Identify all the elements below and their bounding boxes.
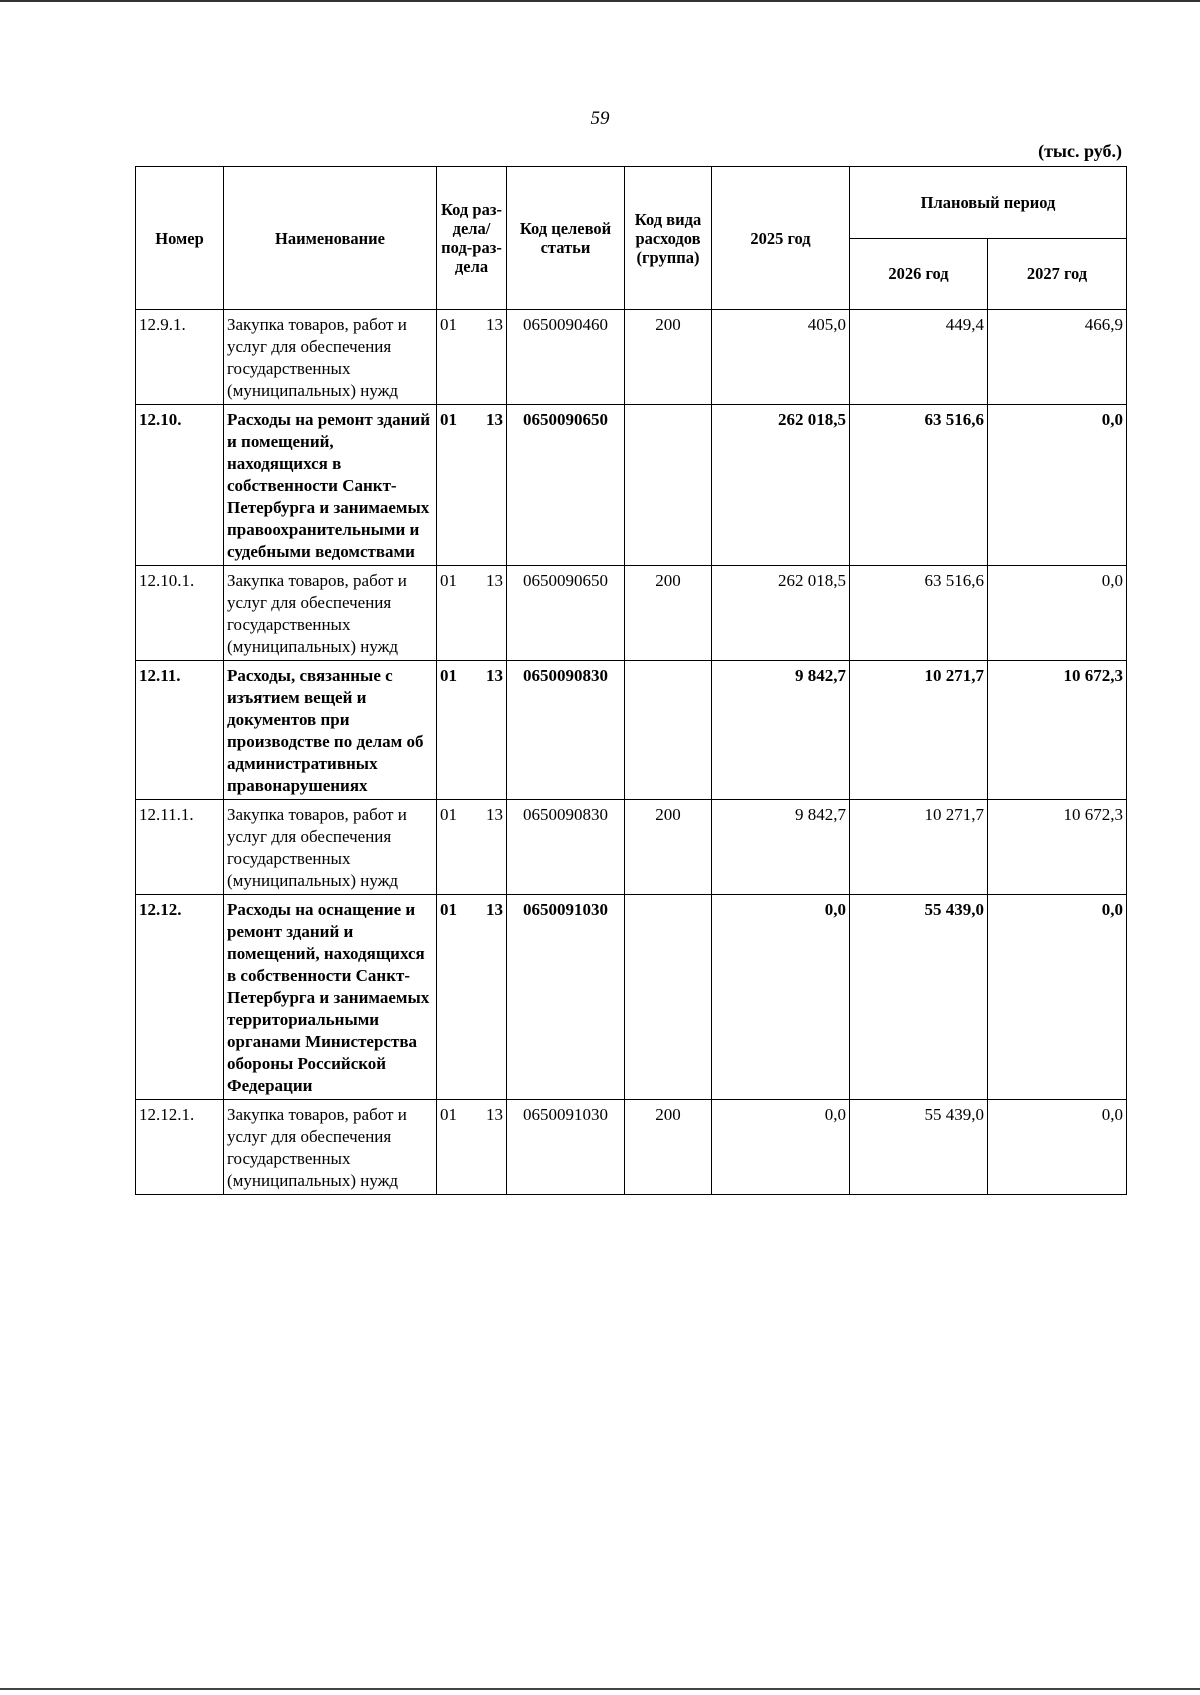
row-target-code: 0650090460 (507, 310, 625, 405)
subsection-code: 13 (486, 1105, 503, 1124)
table-row (136, 661, 1127, 800)
row-name: Закупка товаров, работ и услуг для обеспечения государственных (муниципальных) нужд (224, 566, 437, 661)
row-amount-2027: 10 672,3 (988, 661, 1127, 800)
subsection-code: 13 (486, 805, 503, 824)
row-group-code: 200 (625, 800, 712, 895)
budget-table (135, 166, 1127, 1195)
row-section-code (437, 405, 507, 566)
row-amount-2025: 9 842,7 (712, 661, 850, 800)
row-amount-2025: 0,0 (712, 1100, 850, 1195)
row-target-code: 0650090650 (507, 566, 625, 661)
row-amount-2026: 10 271,7 (850, 800, 988, 895)
row-amount-2026: 63 516,6 (850, 566, 988, 661)
row-amount-2026: 55 439,0 (850, 1100, 988, 1195)
row-number: 12.10.1. (136, 566, 224, 661)
table-row (136, 1100, 1127, 1195)
section-code: 01 (440, 666, 457, 685)
row-amount-2026: 63 516,6 (850, 405, 988, 566)
header-2026: 2026 год (850, 238, 988, 310)
table-body (136, 310, 1127, 1195)
header-planned-period: Плановый период (850, 167, 1127, 239)
row-amount-2026: 10 271,7 (850, 661, 988, 800)
header-section: Код раз-дела/ под-раз-дела (437, 167, 507, 310)
row-group-code (625, 405, 712, 566)
row-target-code: 0650090830 (507, 800, 625, 895)
table-row (136, 800, 1127, 895)
table-row (136, 405, 1127, 566)
section-code: 01 (440, 315, 457, 334)
row-section-code (437, 310, 507, 405)
row-number: 12.11.1. (136, 800, 224, 895)
row-name: Расходы на оснащение и ремонт зданий и помещений, находящихся в собственности Санкт-Петербурга и занимаемых территориальными органами Министерства обороны Российской Федерации (224, 895, 437, 1100)
header-number: Номер (136, 167, 224, 310)
row-amount-2026: 55 439,0 (850, 895, 988, 1100)
row-target-code: 0650091030 (507, 1100, 625, 1195)
subsection-code: 13 (486, 410, 503, 429)
row-amount-2026: 449,4 (850, 310, 988, 405)
row-section-code (437, 661, 507, 800)
row-number: 12.10. (136, 405, 224, 566)
row-group-code (625, 661, 712, 800)
row-name: Закупка товаров, работ и услуг для обеспечения государственных (муниципальных) нужд (224, 1100, 437, 1195)
scan-edge-bottom (0, 1688, 1200, 1690)
table-row (136, 566, 1127, 661)
row-amount-2027: 10 672,3 (988, 800, 1127, 895)
row-amount-2025: 0,0 (712, 895, 850, 1100)
header-2027: 2027 год (988, 238, 1127, 310)
header-target: Код целевой статьи (507, 167, 625, 310)
row-amount-2027: 0,0 (988, 1100, 1127, 1195)
table-header (136, 167, 1127, 310)
header-2025: 2025 год (712, 167, 850, 310)
subsection-code: 13 (486, 666, 503, 685)
row-section-code (437, 895, 507, 1100)
row-target-code: 0650090650 (507, 405, 625, 566)
row-target-code: 0650091030 (507, 895, 625, 1100)
row-number: 12.11. (136, 661, 224, 800)
row-amount-2025: 262 018,5 (712, 566, 850, 661)
row-name: Расходы на ремонт зданий и помещений, находящихся в собственности Санкт-Петербурга и занимаемых правоохранительными и судебными ведомствами (224, 405, 437, 566)
row-section-code (437, 566, 507, 661)
row-amount-2027: 0,0 (988, 895, 1127, 1100)
section-code: 01 (440, 571, 457, 590)
row-number: 12.12.1. (136, 1100, 224, 1195)
row-amount-2027: 0,0 (988, 405, 1127, 566)
row-name: Закупка товаров, работ и услуг для обеспечения государственных (муниципальных) нужд (224, 310, 437, 405)
row-amount-2027: 466,9 (988, 310, 1127, 405)
subsection-code: 13 (486, 571, 503, 590)
row-name: Закупка товаров, работ и услуг для обеспечения государственных (муниципальных) нужд (224, 800, 437, 895)
row-group-code: 200 (625, 566, 712, 661)
row-amount-2027: 0,0 (988, 566, 1127, 661)
row-amount-2025: 262 018,5 (712, 405, 850, 566)
scan-edge-top (0, 0, 1200, 2)
section-code: 01 (440, 1105, 457, 1124)
table-row (136, 310, 1127, 405)
row-section-code (437, 800, 507, 895)
row-group-code: 200 (625, 1100, 712, 1195)
row-section-code (437, 1100, 507, 1195)
row-number: 12.12. (136, 895, 224, 1100)
section-code: 01 (440, 410, 457, 429)
header-name: Наименование (224, 167, 437, 310)
row-amount-2025: 405,0 (712, 310, 850, 405)
page-number: 59 (590, 108, 610, 129)
units-label: (тыс. руб.) (1038, 141, 1122, 161)
row-amount-2025: 9 842,7 (712, 800, 850, 895)
subsection-code: 13 (486, 900, 503, 919)
row-number: 12.9.1. (136, 310, 224, 405)
section-code: 01 (440, 900, 457, 919)
subsection-code: 13 (486, 315, 503, 334)
section-code: 01 (440, 805, 457, 824)
row-name: Расходы, связанные с изъятием вещей и документов при производстве по делам об административных правонарушениях (224, 661, 437, 800)
header-group: Код вида расходов (группа) (625, 167, 712, 310)
row-group-code (625, 895, 712, 1100)
row-group-code: 200 (625, 310, 712, 405)
table-row (136, 895, 1127, 1100)
row-target-code: 0650090830 (507, 661, 625, 800)
